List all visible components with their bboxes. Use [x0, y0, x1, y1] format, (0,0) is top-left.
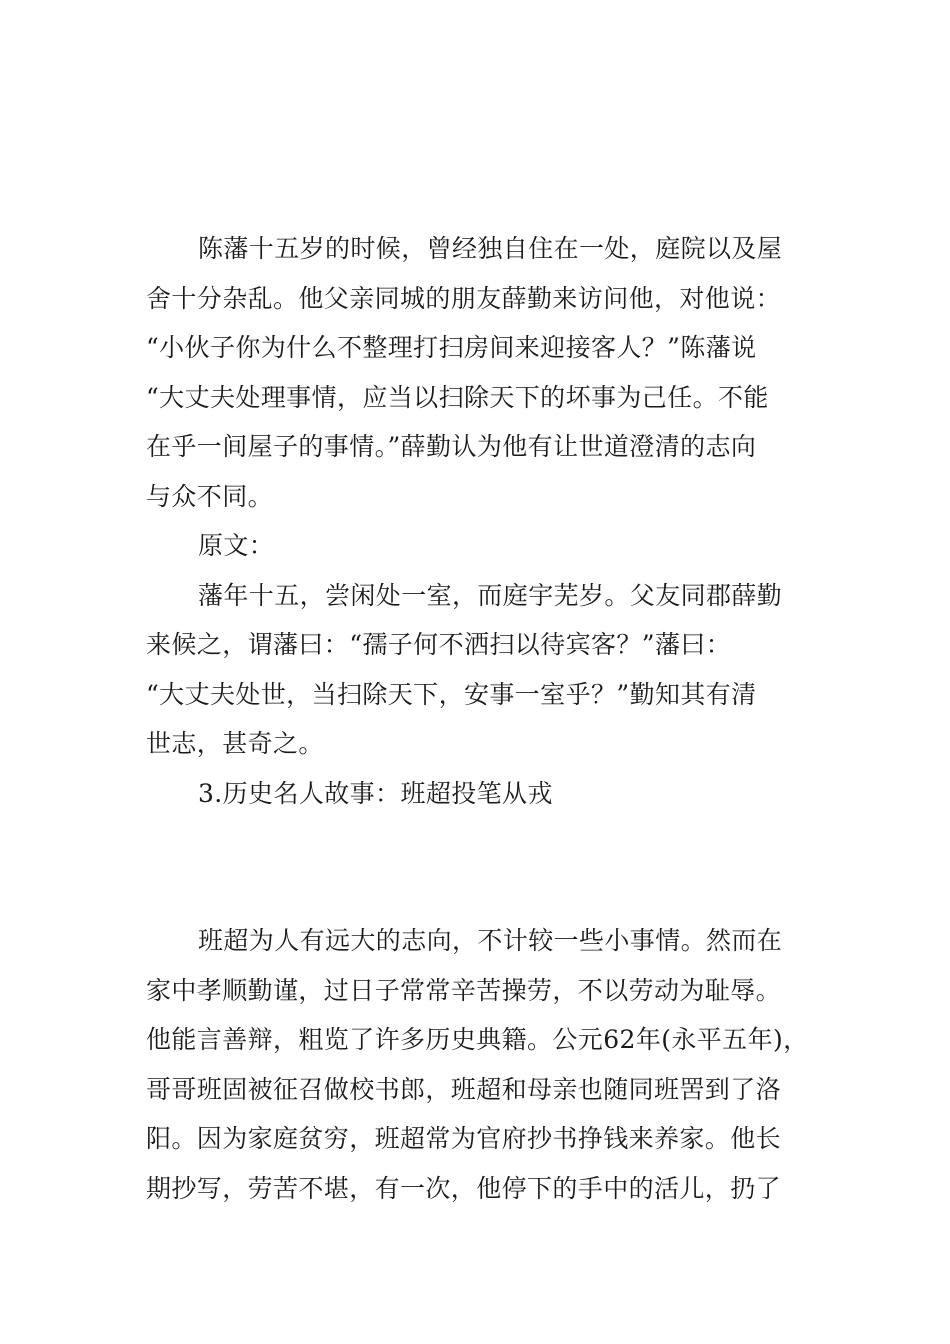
text-line: 期抄写，劳苦不堪，有一次，他停下的手中的活儿，扔了: [146, 1173, 782, 1203]
original-text-label: 原文：: [198, 531, 275, 560]
text-line: “大丈夫处理事情，应当以扫除天下的坏事为己任。不能: [146, 382, 769, 412]
text-line: 在乎一间屋子的事情。”薛勤认为他有让世道澄清的志向: [146, 432, 757, 461]
text-line: “小伙子你为什么不整理打扫房间来迎接客人？”陈藩说: [146, 333, 757, 362]
text-line: 世志，甚奇之。: [146, 729, 324, 758]
text-line: 班超为人有远大的志向，不计较一些小事情。然而在: [198, 926, 783, 955]
original-text-paragraph: [146, 571, 810, 769]
story-paragraph: [146, 916, 810, 1213]
text-line: 哥哥班固被征召做校书郎，班超和母亲也随同班罟到了洛: [146, 1074, 782, 1104]
text-line: “大丈夫处世，当扫除天下，安事一室乎？”勤知其有清: [146, 679, 757, 709]
text-line: 与众不同。: [146, 481, 274, 511]
text-line: 陈藩十五岁的时候，曾经独自住在一处，庭院以及屋: [198, 234, 783, 263]
translation-paragraph: [146, 224, 810, 521]
text-line: 家中孝顺勤谨，过日子常常辛苦操劳，不以劳动为耻辱。: [146, 975, 782, 1005]
section-heading: 3.历史名人故事：班超投笔从戎: [198, 778, 553, 808]
story-ban-chao-section: [146, 916, 810, 1213]
story-chen-fan-section: [146, 224, 810, 818]
text-line: 他能言善辩，粗览了许多历史典籍。公元62年(永平五年)，: [146, 1025, 809, 1054]
text-line: 来候之，谓藩曰：“孺子何不洒扫以待宾客？”藩曰：: [146, 630, 732, 659]
text-line: 舍十分杂乱。他父亲同城的朋友薛勤来访问他，对他说：: [146, 283, 782, 313]
text-line: 藩年十五，尝闲处一室，而庭宇芜岁。父友同郡薛勤: [198, 580, 783, 610]
text-line: 阳。因为家庭贫穷，班超常为官府抄书挣钱来养家。他长: [146, 1124, 782, 1153]
